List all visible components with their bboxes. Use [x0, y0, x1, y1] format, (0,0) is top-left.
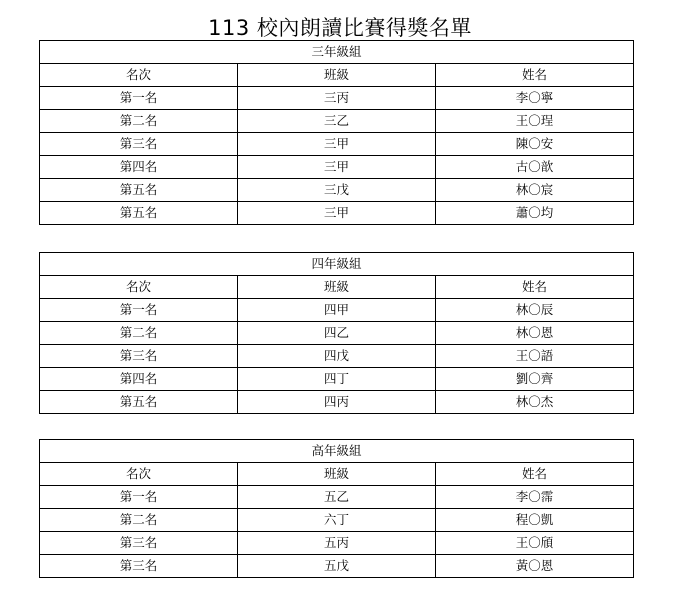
- student-name-cell: 劉〇齊: [436, 368, 634, 391]
- table-row: [40, 486, 634, 509]
- column-header-row: [40, 463, 634, 486]
- rank-cell: 第五名: [40, 202, 238, 225]
- rank-cell: 第一名: [40, 87, 238, 110]
- student-name-cell: 王〇頎: [436, 532, 634, 555]
- award-table-grade3: [39, 40, 634, 225]
- table-row: [40, 368, 634, 391]
- student-name-cell: 陳〇安: [436, 133, 634, 156]
- column-header-name: 姓名: [436, 64, 634, 87]
- table-row: [40, 87, 634, 110]
- table-row: [40, 322, 634, 345]
- student-name-cell: 古〇歆: [436, 156, 634, 179]
- table-row: [40, 133, 634, 156]
- column-header-class: 班級: [238, 463, 436, 486]
- rank-cell: 第二名: [40, 509, 238, 532]
- column-header-rank: 名次: [40, 276, 238, 299]
- class-cell: 六丁: [238, 509, 436, 532]
- class-cell: 三丙: [238, 87, 436, 110]
- column-header-name: 姓名: [436, 276, 634, 299]
- column-header-class: 班級: [238, 64, 436, 87]
- table-row: [40, 509, 634, 532]
- group-header-row: [40, 440, 634, 463]
- rank-cell: 第四名: [40, 156, 238, 179]
- student-name-cell: 李〇寧: [436, 87, 634, 110]
- rank-cell: 第一名: [40, 299, 238, 322]
- class-cell: 三甲: [238, 156, 436, 179]
- award-table-senior: [39, 439, 634, 578]
- student-name-cell: 林〇恩: [436, 322, 634, 345]
- class-cell: 四乙: [238, 322, 436, 345]
- student-name-cell: 王〇珵: [436, 110, 634, 133]
- class-cell: 五戊: [238, 555, 436, 578]
- student-name-cell: 林〇杰: [436, 391, 634, 414]
- student-name-cell: 李〇霈: [436, 486, 634, 509]
- column-header-row: [40, 64, 634, 87]
- rank-cell: 第三名: [40, 532, 238, 555]
- rank-cell: 第三名: [40, 345, 238, 368]
- rank-cell: 第五名: [40, 179, 238, 202]
- group-header-row: [40, 253, 634, 276]
- rank-cell: 第三名: [40, 133, 238, 156]
- class-cell: 四甲: [238, 299, 436, 322]
- page-bottom-edge: [0, 583, 680, 608]
- table-row: [40, 555, 634, 578]
- table-row: [40, 532, 634, 555]
- table-row: [40, 299, 634, 322]
- student-name-cell: 程〇凱: [436, 509, 634, 532]
- group-title: 三年級組: [40, 41, 634, 64]
- award-table-grade4: [39, 252, 634, 414]
- rank-cell: 第三名: [40, 555, 238, 578]
- student-name-cell: 黃〇恩: [436, 555, 634, 578]
- table-row: [40, 110, 634, 133]
- rank-cell: 第四名: [40, 368, 238, 391]
- rank-cell: 第五名: [40, 391, 238, 414]
- class-cell: 五乙: [238, 486, 436, 509]
- class-cell: 三甲: [238, 202, 436, 225]
- page-title: 113 校內朗讀比賽得獎名單: [208, 16, 472, 40]
- rank-cell: 第二名: [40, 110, 238, 133]
- column-header-row: [40, 276, 634, 299]
- group-title: 高年級組: [40, 440, 634, 463]
- column-header-rank: 名次: [40, 463, 238, 486]
- class-cell: 五丙: [238, 532, 436, 555]
- class-cell: 四丙: [238, 391, 436, 414]
- column-header-name: 姓名: [436, 463, 634, 486]
- rank-cell: 第二名: [40, 322, 238, 345]
- class-cell: 三甲: [238, 133, 436, 156]
- class-cell: 三戊: [238, 179, 436, 202]
- student-name-cell: 王〇語: [436, 345, 634, 368]
- student-name-cell: 蕭〇均: [436, 202, 634, 225]
- rank-cell: 第一名: [40, 486, 238, 509]
- student-name-cell: 林〇宸: [436, 179, 634, 202]
- class-cell: 三乙: [238, 110, 436, 133]
- table-row: [40, 156, 634, 179]
- table-row: [40, 202, 634, 225]
- class-cell: 四丁: [238, 368, 436, 391]
- group-header-row: [40, 41, 634, 64]
- student-name-cell: 林〇辰: [436, 299, 634, 322]
- table-row: [40, 391, 634, 414]
- class-cell: 四戊: [238, 345, 436, 368]
- table-row: [40, 179, 634, 202]
- group-title: 四年級組: [40, 253, 634, 276]
- table-row: [40, 345, 634, 368]
- column-header-class: 班級: [238, 276, 436, 299]
- column-header-rank: 名次: [40, 64, 238, 87]
